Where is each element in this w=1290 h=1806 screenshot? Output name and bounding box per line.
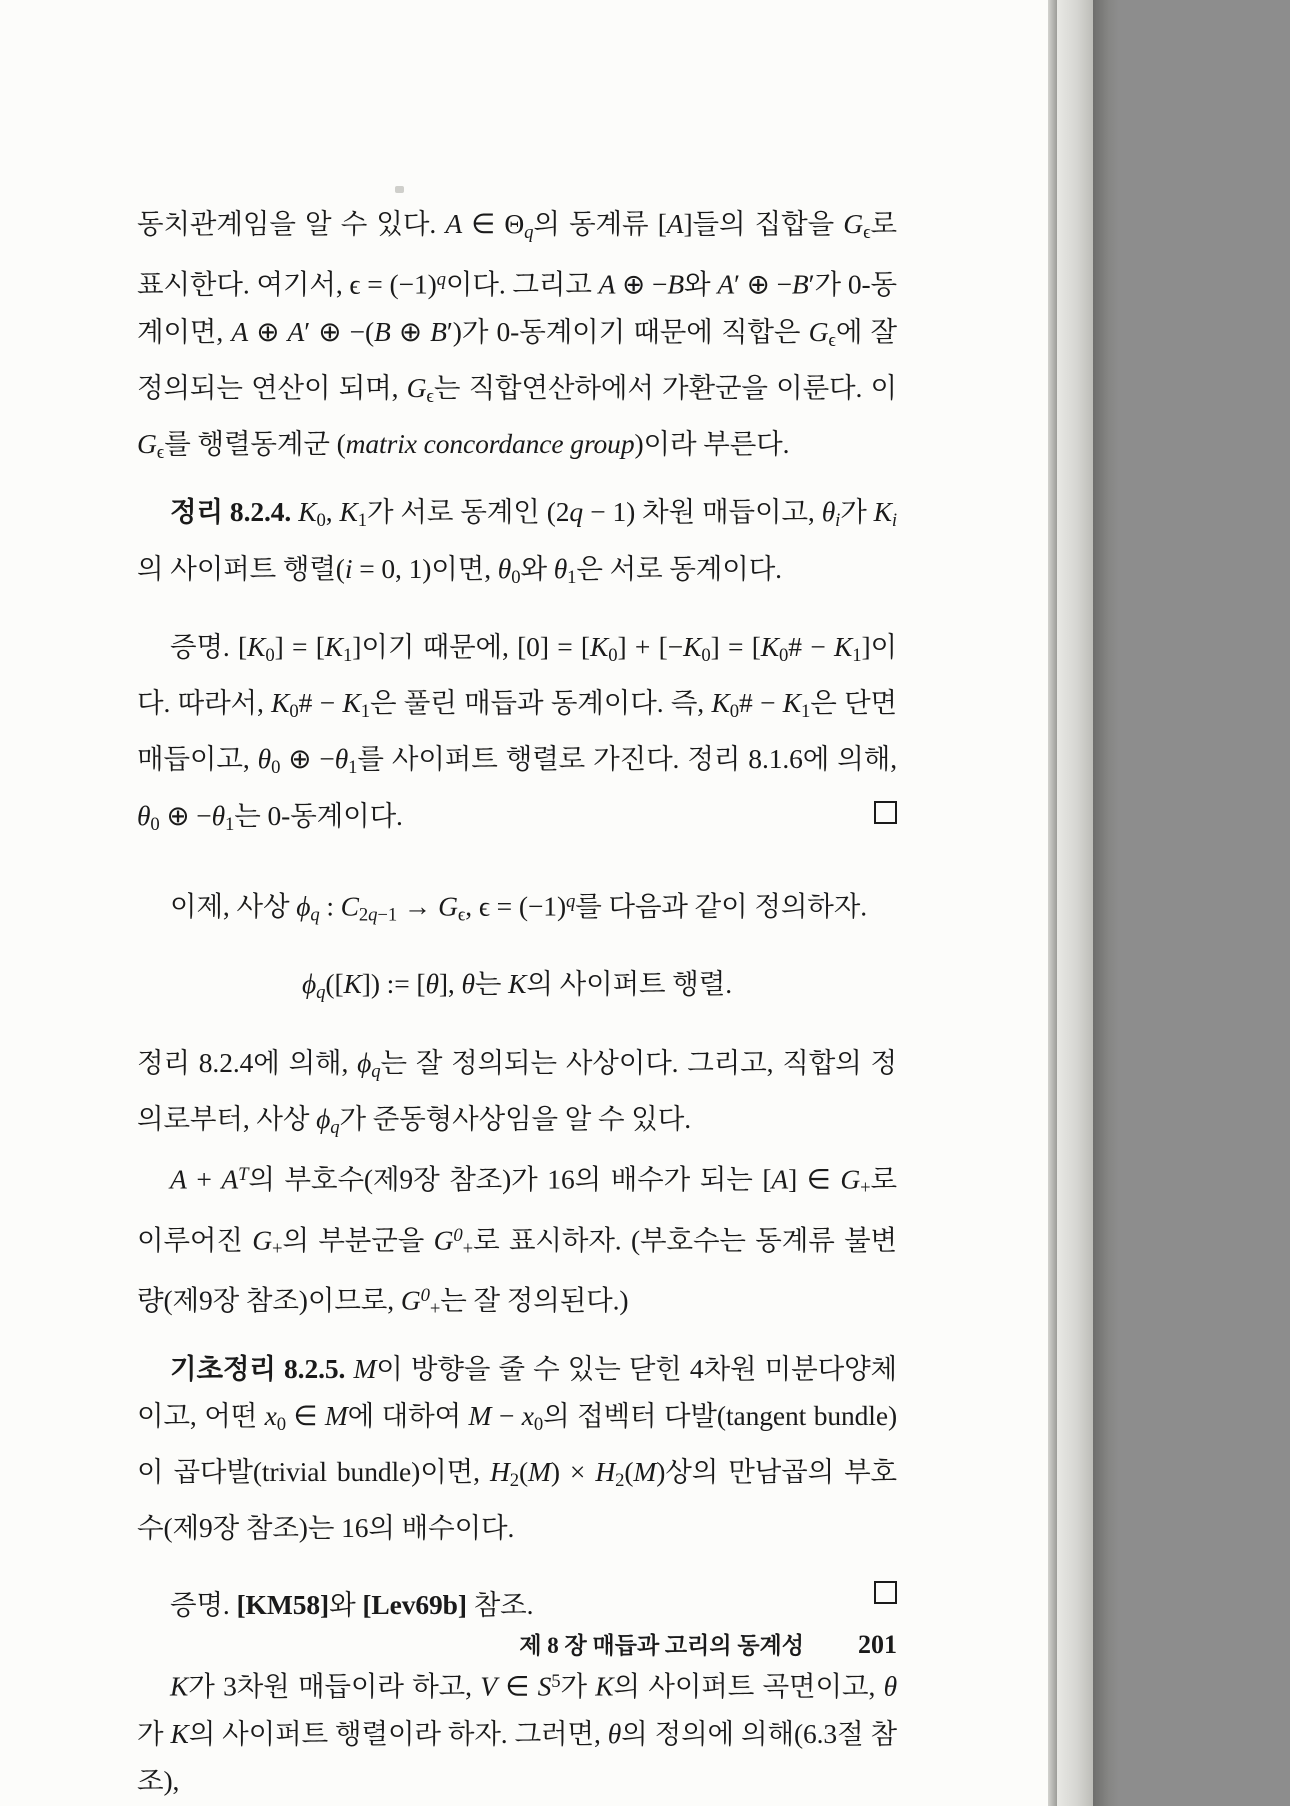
proof-label: 증명.: [170, 630, 230, 662]
theorem-8-2-5-label: 기초정리 8.2.5.: [170, 1353, 346, 1385]
footer-chapter-title: 제 8 장 매듭과 고리의 동계성: [519, 1633, 804, 1658]
display-equation: $\phi_q([K])$ := [θ], θ는 K의 사이퍼트 행렬.: [302, 968, 732, 1004]
paragraph-map-definition: 이제, 사상 $\phi_q$ : C2q−1 → Gϵ, $\epsilon = (-1)^q$를 다음과 같이 정의하자.: [170, 890, 868, 926]
page-smudge: [395, 186, 404, 193]
theorem-8-2-4-label: 정리 8.2.4.: [170, 496, 292, 528]
page-drop-shadow: [1093, 0, 1119, 1806]
qed-box: [874, 801, 897, 824]
page-edge-outer: [1057, 0, 1093, 1806]
page-number: 201: [858, 1630, 897, 1659]
theorem-8-2-5: 기초정리 8.2.5. M이 방향을 줄 수 있는 닫힌 4차원 미분다양체이고, 어떤 x0 ∈ M에 대하여 M − x0의 접벡터 다발(tangent bundle)이 곱다발(trivial bundle)이면, H2(M) × H2(M)상의 만남곱의 부호수(제9장 참조)는 16의 배수이다.: [137, 1353, 897, 1544]
page-footer: [137, 1627, 897, 1660]
paragraph-final: K가 3차원 매듭이라 하고, V ∈ $S^5$가 K의 사이퍼트 곡면이고, θ가 K의 사이퍼트 행렬이라 하자. 그러면, θ의 정의에 의해(6.3절 참조),: [137, 1670, 898, 1796]
page-content: [137, 200, 897, 1804]
theorem-8-2-4: 정리 8.2.4. K0, K1가 서로 동계인 (2q − 1) 차원 매듭이고, $\theta_i$가 $K_i$의 사이퍼트 행렬(i = 0, 1)이면, θ0와 θ1은 서로 동계이다.: [137, 496, 897, 588]
paragraph-homomorphism: 정리 8.2.4에 의해, $\phi_q$는 잘 정의되는 사상이다. 그리고, 직합의 정의로부터, 사상 $\phi_q$가 준동형사상임을 알 수 있다.: [137, 1046, 897, 1139]
qed-box-2: [874, 1581, 897, 1604]
proof-label-2: 증명.: [170, 1589, 230, 1621]
paragraph-intro: 동치관계임을 알 수 있다. A ∈ $\Theta_q$의 동계류 [A]들의 집합을 Gϵ로 표시한다. 여기서, $\epsilon = (-1)^q$이다. 그리고 A ⊕ −B와 A′ ⊕ −B′가 0-동계이면, A ⊕ A′ ⊕ −(B ⊕ B′)가 0-동계이기 때문에 직합은 Gϵ에 잘 정의되는 연산이 되며, Gϵ는 직합연산하에서 가환군을 이룬다. 이 Gϵ를 행렬동계군 (matrix concordance group)이라 부른다.: [137, 208, 897, 464]
proof-8-2-4: 증명. [K0] = [K1]이기 때문에, [0] = [K0] + [−K0] = [K0# − K1]이다. 따라서, K0# − K1은 풀린 매듭과 동계이다. 즉, K0# − K1은 단면매듭이고, θ0 ⊕ −θ1를 사이퍼트 행렬로 가진다. 정리 8.1.6에 의해, θ0 ⊕ −θ1는 0-동계이다.: [137, 630, 898, 835]
paragraph-signature: $A + A^T$의 부호수(제9장 참조)가 16의 배수가 되는 [A] ∈ G+로 이루어진 G+의 부분군을 $G^0+$로 표시하자. (부호수는 동계류 불변량(제9장 참조)이므로, $G^0+$는 잘 정의된다.): [137, 1163, 898, 1321]
proof-8-2-5: 증명. [KM58]와 [Lev69b] 참조.: [170, 1589, 534, 1621]
